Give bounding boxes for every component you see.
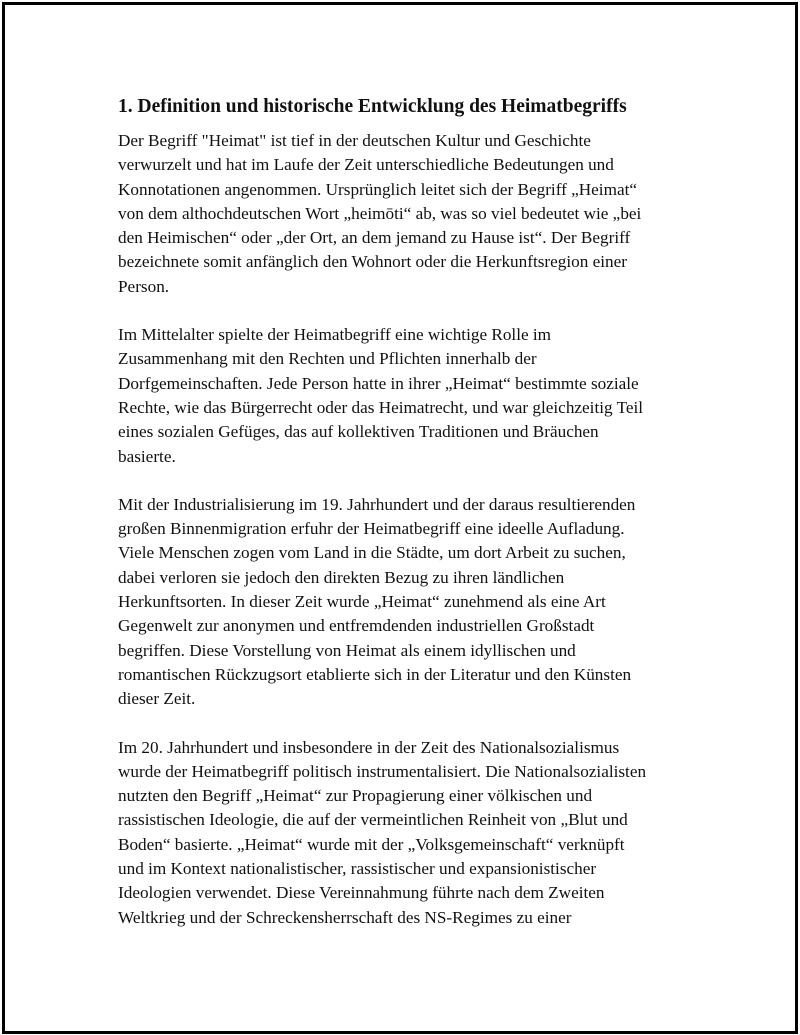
text-line: Person.: [118, 276, 170, 296]
text-line: von dem althochdeutschen Wort „heimōti“ ab, was so viel bedeutet wie „bei: [118, 203, 642, 223]
text-line: Zusammenhang mit den Rechten und Pflichten innerhalb der: [118, 349, 537, 369]
text-line: Mit der Industrialisierung im 19. Jahrhundert und der daraus resultierenden: [118, 494, 636, 514]
text-line: und im Kontext nationalistischer, rassistischer und expansionistischer: [118, 859, 597, 879]
text-line: rassistischen Ideologie, die auf der vermeintlichen Reinheit von „Blut und: [118, 810, 628, 830]
text-line: Viele Menschen zogen vom Land in die Städte, um dort Arbeit zu suchen,: [118, 543, 626, 563]
text-line: verwurzelt und hat im Laufe der Zeit unterschiedliche Bedeutungen und: [118, 155, 614, 175]
paragraph-origin: [118, 129, 698, 299]
text-line: Der Begriff "Heimat" ist tief in der deutschen Kultur und Geschichte: [118, 131, 591, 150]
text-line: basierte.: [118, 446, 176, 466]
text-line: nutzten den Begriff „Heimat“ zur Propagierung einer völkischen und: [118, 786, 593, 806]
text-line: eines sozialen Gefüges, das auf kollektiven Traditionen und Bräuchen: [118, 422, 599, 442]
text-line: Im 20. Jahrhundert und insbesondere in der Zeit des Nationalsozialismus: [118, 737, 620, 757]
text-line: dabei verloren sie jedoch den direkten Bezug zu ihren ländlichen: [118, 567, 565, 587]
paragraph-industrialization: [118, 493, 698, 712]
text-line: Weltkrieg und der Schreckensherrschaft des NS-Regimes zu einer: [118, 907, 572, 927]
text-line: dieser Zeit.: [118, 689, 196, 709]
text-line: Gegenwelt zur anonymen und entfremdenden industriellen Großstadt: [118, 616, 595, 636]
text-line: Dorfgemeinschaften. Jede Person hatte in ihrer „Heimat“ bestimmte soziale: [118, 373, 639, 393]
text-line: bezeichnete somit anfänglich den Wohnort oder die Herkunftsregion einer: [118, 252, 627, 272]
document-body: [118, 94, 698, 954]
text-line: begriffen. Diese Vorstellung von Heimat als einem idyllischen und: [118, 640, 576, 660]
paragraph-twentieth-century: [118, 736, 698, 930]
text-line: Rechte, wie das Bürgerrecht oder das Heimatrecht, und war gleichzeitig Teil: [118, 397, 644, 417]
text-line: Ideologien verwendet. Diese Vereinnahmung führte nach dem Zweiten: [118, 883, 605, 903]
section-heading: 1. Definition und historische Entwicklung des Heimatbegriffs: [118, 96, 627, 117]
text-body: [118, 129, 698, 930]
text-line: Im Mittelalter spielte der Heimatbegriff eine wichtige Rolle im: [118, 325, 552, 345]
text-line: wurde der Heimatbegriff politisch instrumentalisiert. Die Nationalsozialisten: [118, 761, 647, 781]
text-line: den Heimischen“ oder „der Ort, an dem jemand zu Hause ist“. Der Begriff: [118, 228, 631, 248]
paragraph-middle-ages: [118, 323, 698, 469]
text-line: Konnotationen angenommen. Ursprünglich leitet sich der Begriff „Heimat“: [118, 179, 637, 199]
text-line: großen Binnenmigration erfuhr der Heimatbegriff eine ideelle Aufladung.: [118, 519, 625, 539]
text-line: Boden“ basierte. „Heimat“ wurde mit der „Volksgemeinschaft“ verknüpft: [118, 834, 625, 854]
text-line: romantischen Rückzugsort etablierte sich in der Literatur und den Künsten: [118, 664, 632, 684]
text-line: Herkunftsorten. In dieser Zeit wurde „Heimat“ zunehmend als eine Art: [118, 592, 606, 612]
